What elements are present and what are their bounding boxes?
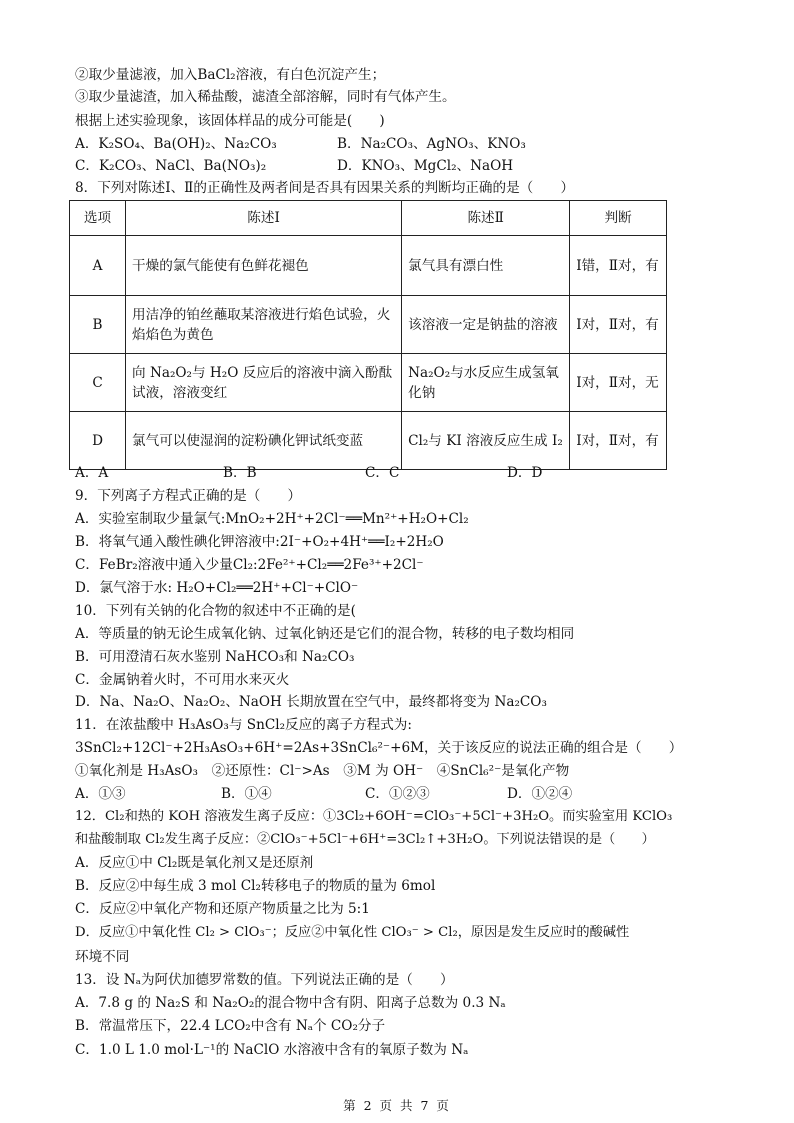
- q12-prompt-line1: 12．Cl₂和热的 KOH 溶液发生离子反应：①3Cl₂+6OH⁻=ClO₃⁻+5Cl⁻+3H₂O。而实验室用 KClO₃: [75, 809, 673, 824]
- q7-prompt: 根据上述实验现象，该固体样品的成分可能是( ): [75, 113, 385, 129]
- q7-option-d: D．KNO₃、MgCl₂、NaOH: [337, 158, 514, 174]
- q12-prompt-line2: 和盐酸制取 Cl₂发生离子反应：②ClO₃⁻+5Cl⁻+6H⁺=3Cl₂↑+3H₂O。下列说法错误的是（ ）: [75, 832, 655, 847]
- q13-prompt: 13．设 Nₐ为阿伏加德罗常数的值。下列说法正确的是（ ）: [75, 972, 454, 988]
- row-statement-1: 向 Na₂O₂与 H₂O 反应后的溶液中滴入酚酞试液，溶液变红: [126, 354, 402, 412]
- q9-option-b: B．将氧气通入酸性碘化钾溶液中:2I⁻+O₂+4H⁺══I₂+2H₂O: [75, 534, 444, 550]
- q9-prompt: 9．下列离子方程式正确的是（ ）: [75, 488, 302, 504]
- q10-prompt: 10．下列有关钠的化合物的叙述中不正确的是(: [75, 603, 356, 619]
- q10-option-a: A．等质量的钠无论生成氧化钠、过氧化钠还是它们的混合物，转移的电子数均相同: [75, 626, 575, 642]
- row-judgement: Ⅰ对，Ⅱ对，有: [570, 296, 667, 354]
- row-statement-1: 用洁净的铂丝蘸取某溶液进行焰色试验，火焰焰色为黄色: [126, 296, 402, 354]
- q7-option-c: C．K₂CO₃、NaCl、Ba(NO₃)₂: [75, 158, 267, 174]
- q12-option-d-continued: 环境不同: [75, 949, 130, 965]
- q11-statements: ①氧化剂是 H₃AsO₃ ②还原性：Cl⁻>As ③M 为 OH⁻ ④SnCl₆²⁻是氧化产物: [75, 763, 570, 779]
- row-judgement: Ⅰ对，Ⅱ对，有: [570, 412, 667, 470]
- q7-statement-2: ②取少量滤液，加入BaCl₂溶液，有白色沉淀产生；: [75, 67, 386, 83]
- header-judgement: 判断: [570, 201, 667, 236]
- q12-option-a: A．反应①中 Cl₂既是氧化剂又是还原剂: [75, 855, 314, 871]
- q11-option-d: D．①②④: [507, 786, 573, 802]
- row-statement-2: 该溶液一定是钠盐的溶液: [402, 296, 570, 354]
- q11-option-b: B．①④: [221, 786, 272, 802]
- q13-option-a: A．7.8 g 的 Na₂S 和 Na₂O₂的混合物中含有阴、阳离子总数为 0.3 Nₐ: [75, 995, 506, 1011]
- page-footer: 第 2 页 共 7 页: [343, 1098, 451, 1113]
- q8-prompt: 8．下列对陈述Ⅰ、Ⅱ的正确性及两者间是否具有因果关系的判断均正确的是（ ）: [75, 180, 575, 196]
- q8-option-d: D．D: [507, 465, 543, 481]
- row-judgement: Ⅰ错，Ⅱ对，有: [570, 236, 667, 296]
- q9-option-a: A．实验室制取少量氯气:MnO₂+2H⁺+2Cl⁻══Mn²⁺+H₂O+Cl₂: [75, 511, 469, 527]
- table-row: [70, 354, 667, 412]
- row-option: A: [70, 236, 126, 296]
- q12-option-b: B．反应②中每生成 3 mol Cl₂转移电子的物质的量为 6mol: [75, 878, 436, 894]
- row-judgement: Ⅰ对，Ⅱ对，无: [570, 354, 667, 412]
- row-option: B: [70, 296, 126, 354]
- q12-option-d: D．反应①中氧化性 Cl₂ > ClO₃⁻；反应②中氧化性 ClO₃⁻ > Cl₂，原因是发生反应时的酸碱性: [75, 925, 630, 940]
- q13-option-b: B．常温常压下，22.4 LCO₂中含有 Nₐ个 CO₂分子: [75, 1018, 386, 1034]
- q8-option-a: A．A: [75, 465, 109, 481]
- row-statement-1: 干燥的氯气能使有色鲜花褪色: [126, 236, 402, 296]
- q9-option-d: D．氯气溶于水: H₂O+Cl₂══2H⁺+Cl⁻+ClO⁻: [75, 580, 359, 596]
- row-statement-2: Na₂O₂与水反应生成氢氧化钠: [402, 354, 570, 412]
- q9-option-c: C．FeBr₂溶液中通入少量Cl₂:2Fe²⁺+Cl₂══2Fe³⁺+2Cl⁻: [75, 557, 424, 573]
- q7-statement-3: ③取少量滤渣，加入稀盐酸，滤渣全部溶解，同时有气体产生。: [75, 89, 456, 105]
- q13-option-c: C．1.0 L 1.0 mol·L⁻¹的 NaClO 水溶液中含有的氧原子数为 Nₐ: [75, 1042, 469, 1058]
- q11-equation: 3SnCl₂+12Cl⁻+2H₃AsO₃+6H⁺=2As+3SnCl₆²⁻+6M，关于该反应的说法正确的组合是（ ）: [75, 740, 683, 756]
- row-statement-1: 氯气可以使湿润的淀粉碘化钾试纸变蓝: [126, 412, 402, 470]
- row-option: D: [70, 412, 126, 470]
- q11-prompt: 11．在浓盐酸中 H₃AsO₃与 SnCl₂反应的离子方程式为:: [75, 717, 412, 733]
- q7-option-b: B．Na₂CO₃、AgNO₃、KNO₃: [337, 136, 526, 152]
- q8-option-c: C．C: [365, 465, 400, 481]
- row-statement-2: Cl₂与 KI 溶液反应生成 I₂: [402, 412, 570, 470]
- header-statement-1: 陈述Ⅰ: [126, 201, 402, 236]
- q11-option-c: C．①②③: [365, 786, 430, 802]
- header-option: 选项: [70, 201, 126, 236]
- table-row: [70, 412, 667, 470]
- q11-option-a: A．①③: [75, 786, 126, 802]
- q10-option-d: D．Na、Na₂O、Na₂O₂、NaOH 长期放置在空气中，最终都将变为 Na₂CO₃: [75, 694, 547, 710]
- row-option: C: [70, 354, 126, 412]
- row-statement-2: 氯气具有漂白性: [402, 236, 570, 296]
- q8-option-b: B．B: [223, 465, 257, 481]
- q12-option-c: C．反应②中氧化产物和还原产物质量之比为 5:1: [75, 901, 370, 917]
- q7-option-a: A．K₂SO₄、Ba(OH)₂、Na₂CO₃: [75, 136, 277, 152]
- q10-option-c: C．金属钠着火时，不可用水来灭火: [75, 672, 290, 688]
- header-statement-2: 陈述Ⅱ: [402, 201, 570, 236]
- table-row: [70, 236, 667, 296]
- q10-option-b: B．可用澄清石灰水鉴别 NaHCO₃和 Na₂CO₃: [75, 649, 355, 665]
- q8-table: [69, 200, 667, 470]
- table-header-row: [70, 201, 667, 236]
- table-row: [70, 296, 667, 354]
